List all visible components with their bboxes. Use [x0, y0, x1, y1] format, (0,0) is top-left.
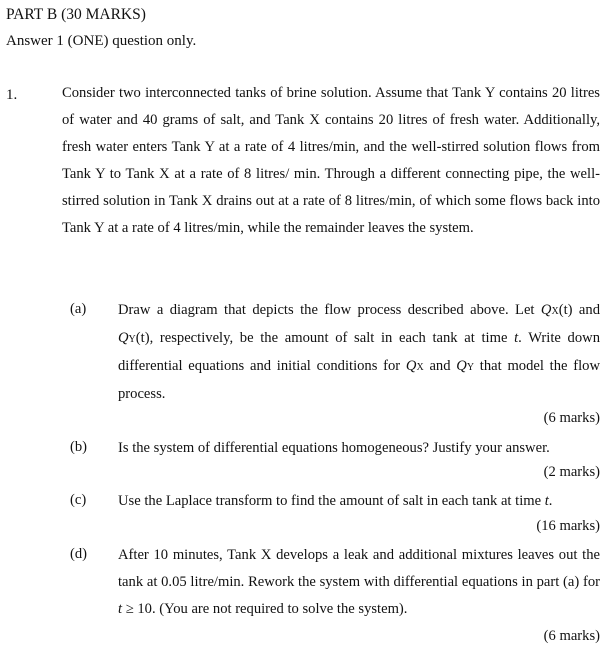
part-a-text-2: and: [572, 302, 600, 318]
question-intro: Consider two interconnected tanks of brine solution. Assume that Tank Y contains 20 litres of water and 40 grams of salt, and Tank X contains 20 litres of fresh water. Additionally, fresh water enters Tank Y at a rate of 4 litres/min, and the well-stirred solution flows from Tank Y to Tank X at a rate of 8 litres/ min. Through a different connecting pipe, the well-stirred solution in Tank X drains out at a rate of 8 litres/min, of which some flows back into Tank Y at a rate of 4 litres/min, while the remainder leaves the system.: [62, 85, 600, 236]
qx-argument: (t): [558, 302, 573, 318]
section-title: PART B (30 MARKS): [6, 6, 146, 23]
qy-symbol-2: Q: [456, 358, 467, 374]
qy-argument: (t): [135, 330, 150, 346]
qx-subscript-2: X: [416, 362, 424, 373]
part-d-text-1: After 10 minutes, Tank X develops a leak and additional mixtures leaves out the tank at 0.05 litre/min. Rework the system with differential equations in part (a) for: [118, 547, 600, 590]
part-a-label: (a): [70, 301, 87, 317]
qx-subscript: X: [551, 306, 559, 317]
part-d-text-2: ≥ 10. (You are not required to solve the system).: [122, 601, 408, 617]
part-d-marks: (6 marks): [543, 628, 600, 644]
part-d-text: [118, 542, 600, 623]
qy-symbol: Q: [118, 330, 129, 346]
part-c-label: (c): [70, 492, 87, 508]
part-a-text-1: Draw a diagram that depicts the flow process described above. Let: [118, 302, 541, 318]
part-c-marks: (16 marks): [536, 518, 600, 534]
part-c-text: [118, 488, 600, 515]
qy-subscript-2: Y: [466, 362, 475, 373]
part-b-text: Is the system of differential equations homogeneous? Justify your answer.: [118, 440, 550, 456]
part-d-label: (d): [70, 546, 88, 562]
part-c-text-2: .: [548, 493, 553, 509]
part-a-text-3: , respectively, be the amount of salt in each tank at time: [149, 330, 515, 346]
part-b-marks: (2 marks): [543, 464, 600, 480]
part-a-text-4: . Write down differential equations and initial conditions for: [118, 330, 600, 374]
part-d-time-symbol: t: [118, 601, 123, 617]
question-number: 1.: [6, 87, 18, 103]
part-c-time-symbol: t: [544, 493, 549, 509]
qx-symbol-2: Q: [405, 358, 417, 374]
instruction-text: Answer 1 (ONE) question only.: [6, 33, 197, 49]
part-c-text-1: Use the Laplace transform to find the amount of salt in each tank at time: [118, 493, 545, 509]
qx-symbol: Q: [540, 302, 552, 318]
qy-subscript: Y: [128, 334, 136, 345]
part-a-text: [118, 297, 600, 408]
time-symbol: t: [514, 330, 519, 346]
part-b-label: (b): [70, 439, 88, 455]
part-a-text-6: that model the flow process.: [118, 358, 600, 402]
part-a-text-5: and: [423, 358, 457, 374]
part-a-marks: (6 marks): [543, 410, 600, 426]
